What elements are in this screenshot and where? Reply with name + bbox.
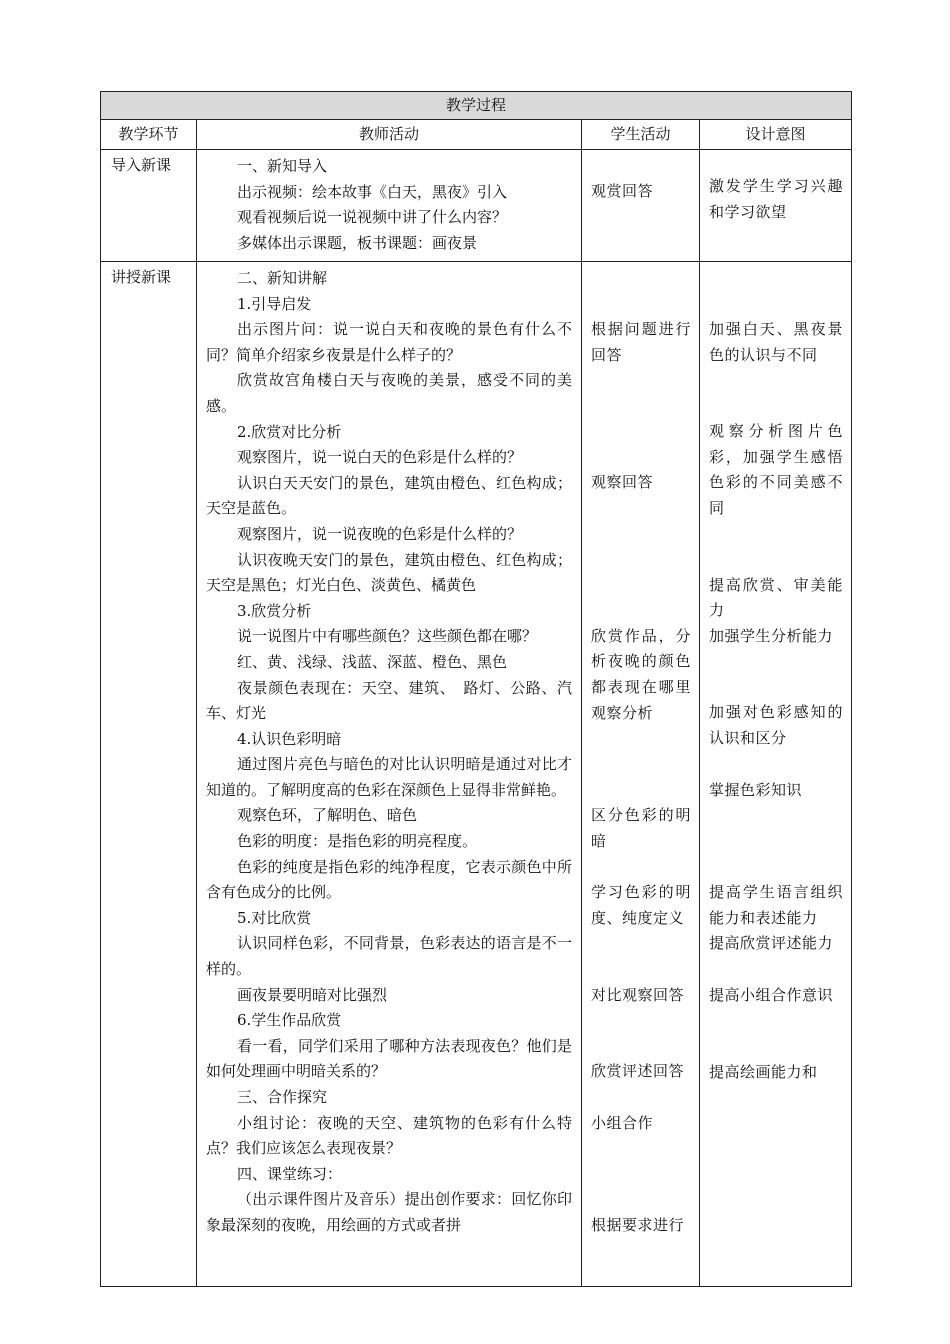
design-line: 提高绘画能力和	[709, 1062, 818, 1081]
teacher-line: 一、新知导入	[237, 157, 328, 175]
student-line: 区分色彩的明暗	[591, 806, 691, 850]
design-line: 观察分析图片色彩，加强学生感悟色彩的不同美感不同	[709, 422, 844, 517]
teacher-activity-intro	[197, 150, 582, 262]
teacher-line: 1.引导启发	[237, 294, 312, 313]
design-line: 加强白天、黑夜景色的认识与不同	[709, 320, 844, 364]
student-line: 根据问题进行回答	[591, 320, 691, 364]
teacher-line: 认识白天天安门的景色，建筑由橙色、红色构成；天空是蓝色。	[206, 473, 572, 518]
teacher-activity-lesson	[197, 262, 582, 1287]
teacher-line: 出示视频：绘本故事《白天，黑夜》引入	[237, 182, 508, 201]
header-design-intent: 设计意图	[700, 120, 852, 150]
design-line: 提高学生语言组织能力和表述能力	[709, 883, 844, 927]
design-line: 激发学生学习兴趣和学习欲望	[709, 177, 844, 221]
student-line: 对比观察回答	[591, 985, 685, 1004]
student-line: 观赏回答	[591, 182, 654, 200]
teacher-line: 观察色环，了解明色、暗色	[237, 806, 418, 825]
teacher-line: 二、新知讲解	[237, 269, 328, 287]
design-line: 加强对色彩感知的认识和区分	[709, 703, 844, 747]
teacher-line: 三、合作探究	[237, 1088, 328, 1106]
design-intent-lesson	[700, 262, 852, 1287]
teacher-line: 出示图片问：说一说白天和夜晚的景色有什么不同？简单介绍家乡夜景是什么样子的？	[206, 320, 572, 364]
design-intent-intro	[700, 150, 852, 262]
teacher-line: 夜景颜色表现在：天空、建筑、 路灯、公路、汽车、灯光	[206, 678, 572, 723]
design-line: 提高欣赏、审美能力	[709, 575, 844, 620]
teacher-line: 欣赏故宫角楼白天与夜晚的美景，感受不同的美感。	[206, 371, 572, 415]
teacher-line: 观察图片，说一说夜晚的色彩是什么样的？	[237, 524, 523, 543]
teacher-line: 4.认识色彩明暗	[237, 729, 342, 748]
teacher-line: 画夜景要明暗对比强烈	[237, 985, 388, 1004]
teacher-line: 色彩的明度：是指色彩的明亮程度。	[237, 832, 478, 851]
teacher-line: 通过图片亮色与暗色的对比认识明暗是通过对比才知道的。了解明度高的色彩在深颜色上显得非常鲜艳。	[206, 755, 572, 799]
table-row-intro	[101, 150, 852, 262]
teacher-line: 看一看，同学们采用了哪种方法表现夜色？他们是如何处理画中明暗关系的？	[206, 1036, 572, 1081]
teacher-line: 红、黄、浅绿、浅蓝、深蓝、橙色、黑色	[237, 652, 508, 671]
teacher-line: 认识同样色彩，不同背景，色彩表达的语言是不一样的。	[206, 934, 572, 979]
stage-lesson: 讲授新课	[101, 262, 197, 1287]
design-line: 掌握色彩知识	[709, 780, 803, 799]
teacher-line: 3.欣赏分析	[237, 601, 312, 620]
student-line: 欣赏作品，分析夜晚的颜色都表现在哪里观察分析	[591, 626, 691, 722]
teacher-line: 四、课堂练习：	[237, 1164, 343, 1183]
teacher-line: 观察图片，说一说白天的色彩是什么样的？	[237, 448, 523, 467]
student-line: 学习色彩的明度、纯度定义	[591, 883, 691, 927]
table-title-row	[101, 92, 852, 120]
teacher-line: 6.学生作品欣赏	[237, 1011, 342, 1030]
header-stage: 教学环节	[101, 120, 197, 150]
table-header-row	[101, 120, 852, 150]
teacher-line: 小组讨论：夜晚的天空、建筑物的色彩有什么特点？我们应该怎么表现夜景？	[206, 1113, 572, 1158]
student-activity-lesson	[582, 262, 700, 1287]
teacher-line: 观看视频后说一说视频中讲了什么内容？	[237, 208, 508, 227]
teacher-line: 认识夜晚天安门的景色，建筑由橙色、红色构成；天空是黑色；灯光白色、淡黄色、橘黄色	[206, 550, 572, 595]
design-line: 提高欣赏评述能力	[709, 934, 834, 953]
teacher-line: 2.欣赏对比分析	[237, 422, 342, 441]
student-line: 观察回答	[591, 473, 654, 492]
header-teacher-activity: 教师活动	[197, 120, 582, 150]
teaching-process-table	[100, 91, 852, 1287]
student-line: 根据要求进行	[591, 1216, 685, 1235]
student-line: 欣赏评述回答	[591, 1062, 685, 1081]
teacher-line: （出示课件图片及音乐）提出创作要求：回忆你印象最深刻的夜晚，用绘画的方式或者拼	[206, 1190, 572, 1234]
header-student-activity: 学生活动	[582, 120, 700, 150]
table-title: 教学过程	[101, 92, 852, 120]
table-row-lesson	[101, 262, 852, 1287]
student-line: 小组合作	[591, 1113, 654, 1132]
teacher-line: 5.对比欣赏	[237, 908, 312, 927]
student-activity-intro	[582, 150, 700, 262]
stage-intro: 导入新课	[101, 150, 197, 262]
teacher-line: 色彩的纯度是指色彩的纯净程度，它表示颜色中所含有色成分的比例。	[206, 857, 572, 902]
design-line: 加强学生分析能力	[709, 626, 834, 645]
teacher-line: 多媒体出示课题，板书课题：画夜景	[237, 233, 478, 252]
teacher-line: 说一说图片中有哪些颜色？这些颜色都在哪？	[237, 627, 538, 646]
design-line: 提高小组合作意识	[709, 985, 834, 1004]
